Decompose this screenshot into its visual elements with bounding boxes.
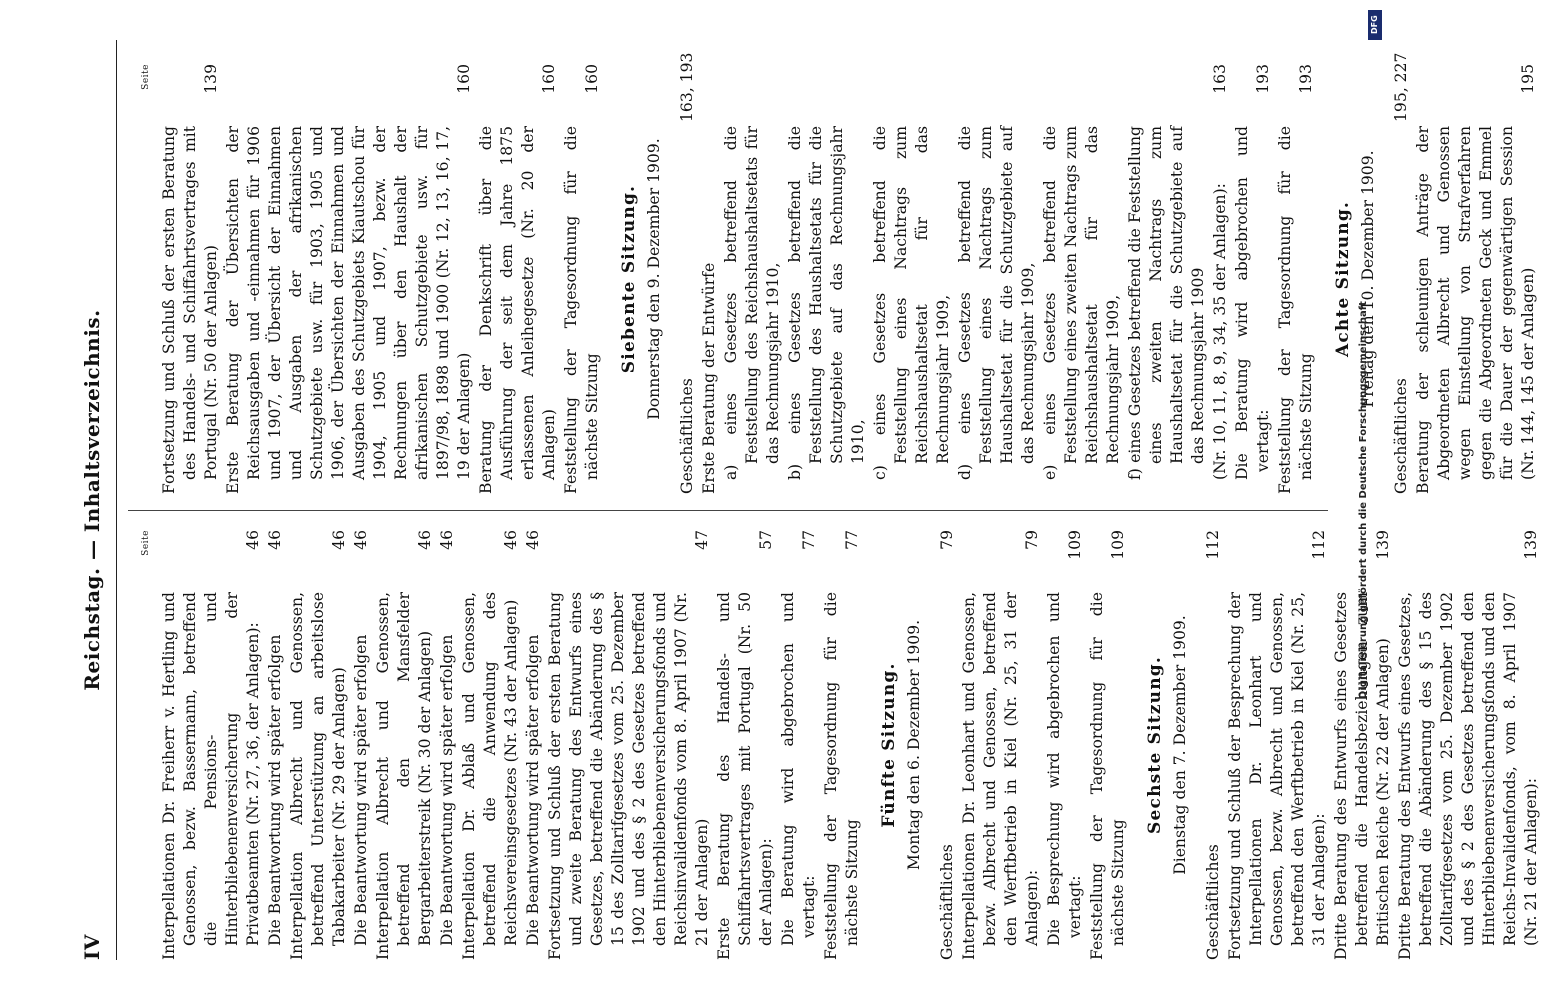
- toc-entry: [523, 530, 544, 960]
- toc-entry: [1203, 530, 1224, 960]
- toc-entry-page: 109: [1109, 530, 1127, 560]
- toc-entry-page: 79: [1023, 530, 1041, 550]
- toc-entry: [1210, 64, 1231, 494]
- toc-entry: [265, 530, 286, 960]
- toc-entry: [437, 530, 458, 960]
- toc-entry: [561, 64, 603, 494]
- toc-entry-text: Erste Beratung des Handels- und Schiffahrtsvertrages mit Portugal (Nr. 50 der Anlagen):: [715, 592, 775, 960]
- toc-entry-text: f) eines Gesetzes betreffend die Feststellung eines zweiten Nachtrags zum Haushaltsetat für die Schutzgebiete auf das Rechnungsjahr 1909: [1126, 126, 1207, 480]
- toc-entry-text: Die Beratung wird abgebrochen und vertagt:: [1233, 126, 1272, 480]
- toc-entry-page: 139: [1374, 530, 1392, 560]
- left-column: [136, 530, 1543, 960]
- toc-entry: [1232, 64, 1274, 494]
- toc-entry-text: a) eines Gesetzes betreffend die Feststellung des Reichshaushaltsetats für das Rechnungsjahr 1910,: [722, 126, 782, 480]
- toc-entry: [373, 530, 436, 960]
- toc-entry-page: 160: [583, 64, 601, 94]
- toc-entry-page: 193: [1297, 64, 1315, 94]
- page-number: IV: [80, 934, 104, 960]
- toc-entry: [955, 64, 1039, 494]
- toc-entry-page: 195: [1519, 64, 1537, 94]
- toc-entry-text: Fortsetzung und Schluß der ersten Beratung und zweite Beratung des Entwurfs eines Gesetzes, betreffend die Abänderung des § 15 des Zolltarifgesetzes vom 25. Dezember 1902 und des § 2 des Gesetzes betreffend den Hinterbliebenenversicherungsfonds und Reichsinvalidenfonds vom 8. April 1907 (Nr. 21 der Anlagen): [546, 592, 711, 960]
- column-divider: [128, 510, 1328, 511]
- right-column: [136, 52, 1540, 494]
- toc-entry-page: 193: [1254, 64, 1272, 94]
- toc-entry-text: e) eines Gesetzes betreffend die Feststellung eines zweiten Nachtrags zum Reichshaushaltsetat für das Rechnungsjahr 1909,: [1041, 126, 1122, 480]
- running-title: Reichstag. — Inhaltsverzeichnis.: [80, 309, 104, 691]
- toc-entry: [1044, 530, 1086, 960]
- toc-entry-text: Fortsetzung und Schluß der Besprechung der Interpellationen Dr. Leonhart und Genossen, bezw. Albrecht und Genossen, betreffend den Werftbetrieb in Kiel (Nr. 25, 31 der Anlagen):: [1226, 592, 1328, 960]
- toc-entry: [351, 530, 372, 960]
- session-date: Donnerstag den 9. Dezember 1909.: [645, 138, 663, 420]
- session-heading: Achte Sitzung.: [1333, 200, 1353, 358]
- toc-entry-text: Interpellation Albrecht und Genossen, betreffend den Mansfelder Bergarbeiterstreik (Nr. 30 der Anlagen): [374, 592, 434, 960]
- toc-entry: [287, 530, 350, 960]
- toc-entry-text: Feststellung der Tagesordnung für die nächste Sitzung: [1276, 126, 1315, 494]
- toc-entry-text: Geschäftliches: [678, 378, 696, 494]
- toc-entry-text: Erste Beratung der Entwürfe: [700, 262, 718, 494]
- toc-entry-page: 79: [938, 530, 956, 550]
- toc-entry-page: 109: [1066, 530, 1084, 560]
- toc-entry: [721, 64, 784, 494]
- toc-entry-text: Feststellung der Tagesordnung für die nächste Sitzung: [562, 126, 601, 494]
- toc-entry-page: 57: [757, 530, 775, 550]
- toc-entry-text: Interpellation Albrecht und Genossen, betreffend Unterstützung an arbeitslose Tabakarbeiter (Nr. 29 der Anlagen): [288, 592, 348, 960]
- toc-entry-page: 46: [266, 530, 284, 550]
- session-heading: Fünfte Sitzung.: [879, 662, 899, 828]
- toc-entry-page: 139: [1522, 530, 1540, 560]
- toc-entry: [937, 530, 958, 960]
- page-header: [80, 40, 108, 960]
- toc-entry-text: Die Beantwortung wird später erfolgen: [266, 634, 284, 946]
- toc-entry-page: 112: [1310, 530, 1328, 560]
- toc-entry-page: 195, 227: [1392, 52, 1410, 122]
- toc-entry: [159, 530, 264, 960]
- toc-entry: [1395, 530, 1542, 960]
- toc-entry-page: 163, 193: [678, 52, 696, 122]
- toc-entry: [821, 530, 863, 960]
- session-date: Dienstag den 7. Dezember 1909.: [1171, 615, 1189, 875]
- toc-entry: [714, 530, 777, 960]
- toc-entry-text: Die Beantwortung wird später erfolgen: [438, 634, 456, 946]
- session-heading: Sechste Sitzung.: [1145, 656, 1165, 834]
- toc-entry: [159, 64, 222, 494]
- toc-entry: [1040, 64, 1124, 494]
- digitization-credit: Digitalisierung gefördert durch die Deutsche Forschungsgemeinschaft: [1358, 301, 1369, 699]
- toc-entry-text: Feststellung der Tagesordnung für die nächste Sitzung: [1088, 592, 1127, 960]
- toc-entry: [545, 530, 713, 960]
- toc-entry-text: Geschäftliches: [1204, 844, 1222, 960]
- toc-entry: [699, 64, 720, 494]
- toc-entry-page: 112: [1204, 530, 1222, 560]
- toc-entry: [1087, 530, 1129, 960]
- seite-label: Seite: [141, 530, 151, 556]
- toc-entry-page: 77: [800, 530, 818, 550]
- session-heading: Siebente Sitzung.: [619, 184, 639, 374]
- toc-entry-text: Interpellation Dr. Ablaß und Genossen, betreffend die Anwendung des Reichsvereinsgesetzes (Nr. 43 der Anlagen): [460, 592, 520, 960]
- toc-entry: [459, 530, 522, 960]
- toc-entry-page: 46: [502, 530, 520, 550]
- toc-entry-page: 46: [524, 530, 542, 550]
- toc-entry-text: Die Besprechung wird abgebrochen und vertagt:: [1045, 592, 1084, 946]
- toc-entry-text: Interpellationen Dr. Freiherr v. Hertling und Genossen, bezw. Bassermann, betreffend die Pensions- und Hinterbliebenenversicherung der Privatbeamten (Nr. 27, 36, der Anlagen):: [160, 592, 262, 960]
- toc-entry-page: 163: [1211, 64, 1229, 94]
- toc-entry-page: 139: [202, 64, 220, 94]
- toc-entry: [785, 64, 869, 494]
- toc-entry-text: (Nr. 10, 11, 8, 9, 34, 35 der Anlagen):: [1211, 183, 1229, 480]
- toc-entry: [677, 52, 698, 494]
- toc-entry-text: Die Beantwortung wird später erfolgen: [352, 634, 370, 946]
- toc-entry-page: 160: [540, 64, 558, 94]
- seite-label: Seite: [141, 64, 151, 90]
- session-date: Freitag den 10. Dezember 1909.: [1359, 150, 1377, 408]
- toc-entry-page: 46: [416, 530, 434, 550]
- toc-entry-text: d) eines Gesetzes betreffend die Feststellung eines Nachtrags zum Haushaltsetat für die Schutzgebiete auf das Rechnungsjahr 1909,: [956, 126, 1037, 480]
- toc-entry-page: 46: [438, 530, 456, 550]
- toc-entry: [476, 64, 560, 494]
- toc-entry: [1225, 530, 1330, 960]
- toc-entry-text: Geschäftliches: [1392, 378, 1410, 494]
- toc-entry-text: Fortsetzung und Schluß der ersten Beratung des Handels- und Schiffahrtsvertrages mit Portugal (Nr. 50 der Anlagen): [160, 126, 220, 494]
- toc-entry-text: Die Beratung wird abgebrochen und vertagt:: [779, 592, 818, 946]
- toc-entry: [1413, 64, 1539, 494]
- toc-entry: [223, 64, 475, 494]
- toc-entry-text: Die Beantwortung wird später erfolgen: [524, 634, 542, 946]
- toc-entry: [1275, 64, 1317, 494]
- toc-entry-text: b) eines Gesetzes betreffend die Feststellung des Haushaltsetats für die Schutzgebiete auf das Rechnungsjahr 1910,: [786, 126, 867, 480]
- header-rule: [116, 40, 117, 960]
- toc-entry-text: Interpellationen Dr. Leonhart und Genossen, bezw. Albrecht und Genossen, betreffend den Werftbetrieb in Kiel (Nr. 25, 31 der Anlagen):: [960, 592, 1041, 960]
- toc-entry: [1391, 52, 1412, 494]
- dfg-logo: DFG: [1368, 10, 1382, 40]
- toc-entry-page: 47: [693, 530, 711, 550]
- toc-entry-page: 77: [843, 530, 861, 550]
- toc-entry-text: Beratung der Denkschrift über die Ausführung der seit dem Jahre 1875 erlassenen Anleihegesetze (Nr. 20 der Anlagen): [477, 126, 558, 494]
- toc-entry: [870, 64, 954, 494]
- toc-entry-text: Geschäftliches: [938, 844, 956, 960]
- toc-entry-text: Beratung der schleunigen Anträge der Abgeordneten Albrecht und Genossen wegen Einstellung von Strafverfahren gegen die Abgeordneten Geck und Emmel für die Dauer der gegenwärtigen Session (Nr. 144, 145 der Anlagen): [1414, 126, 1537, 494]
- toc-entry: [778, 530, 820, 960]
- toc-entry-text: Feststellung der Tagesordnung für die nächste Sitzung: [822, 592, 861, 960]
- session-date: Montag den 6. Dezember 1909.: [905, 619, 923, 871]
- toc-entry: [1125, 64, 1209, 494]
- toc-entry-page: 46: [244, 530, 262, 550]
- toc-entry-page: 46: [330, 530, 348, 550]
- toc-entry-text: Dritte Beratung des Entwurfs eines Gesetzes betreffend die Handelsbeziehungen zum Britischen Reiche (Nr. 22 der Anlagen): [1332, 592, 1392, 960]
- toc-entry-text: Erste Beratung der Übersichten der Reichsausgaben und -einnahmen für 1906 und 1907, der Übersicht der Einnahmen und Ausgaben der afrikanischen Schutzgebiete usw. für 1903, 1905 und 1906, der Übersichten der Einnahmen und Ausgaben des Schutzgebiets Kiautschou für 1904, 1905 und 1907, bezw. der Rechnungen über den Haushalt der afrikanischen Schutzgebiete usw. für 1897/98, 1898 und 1900 (Nr. 12, 13, 16, 17, 19 der Anlagen): [224, 126, 473, 494]
- toc-entry-text: c) eines Gesetzes betreffend die Feststellung eines Nachtrags zum Reichshaushaltsetat für das Rechnungsjahr 1909,: [871, 126, 952, 480]
- toc-entry-page: 46: [352, 530, 370, 550]
- toc-entry-page: 160: [455, 64, 473, 94]
- toc-entry: [959, 530, 1043, 960]
- toc-entry-text: Dritte Beratung des Entwurfs eines Gesetzes, betreffend die Abänderung des § 15 des Zolltarifgesetzes vom 25. Dezember 1902 und des § 2 des Gesetzes betreffend den Hinterbliebenenversicherungsfonds und den Reichs-Invalidenfonds, vom 8. April 1907 (Nr. 21 der Anlagen):: [1396, 592, 1540, 960]
